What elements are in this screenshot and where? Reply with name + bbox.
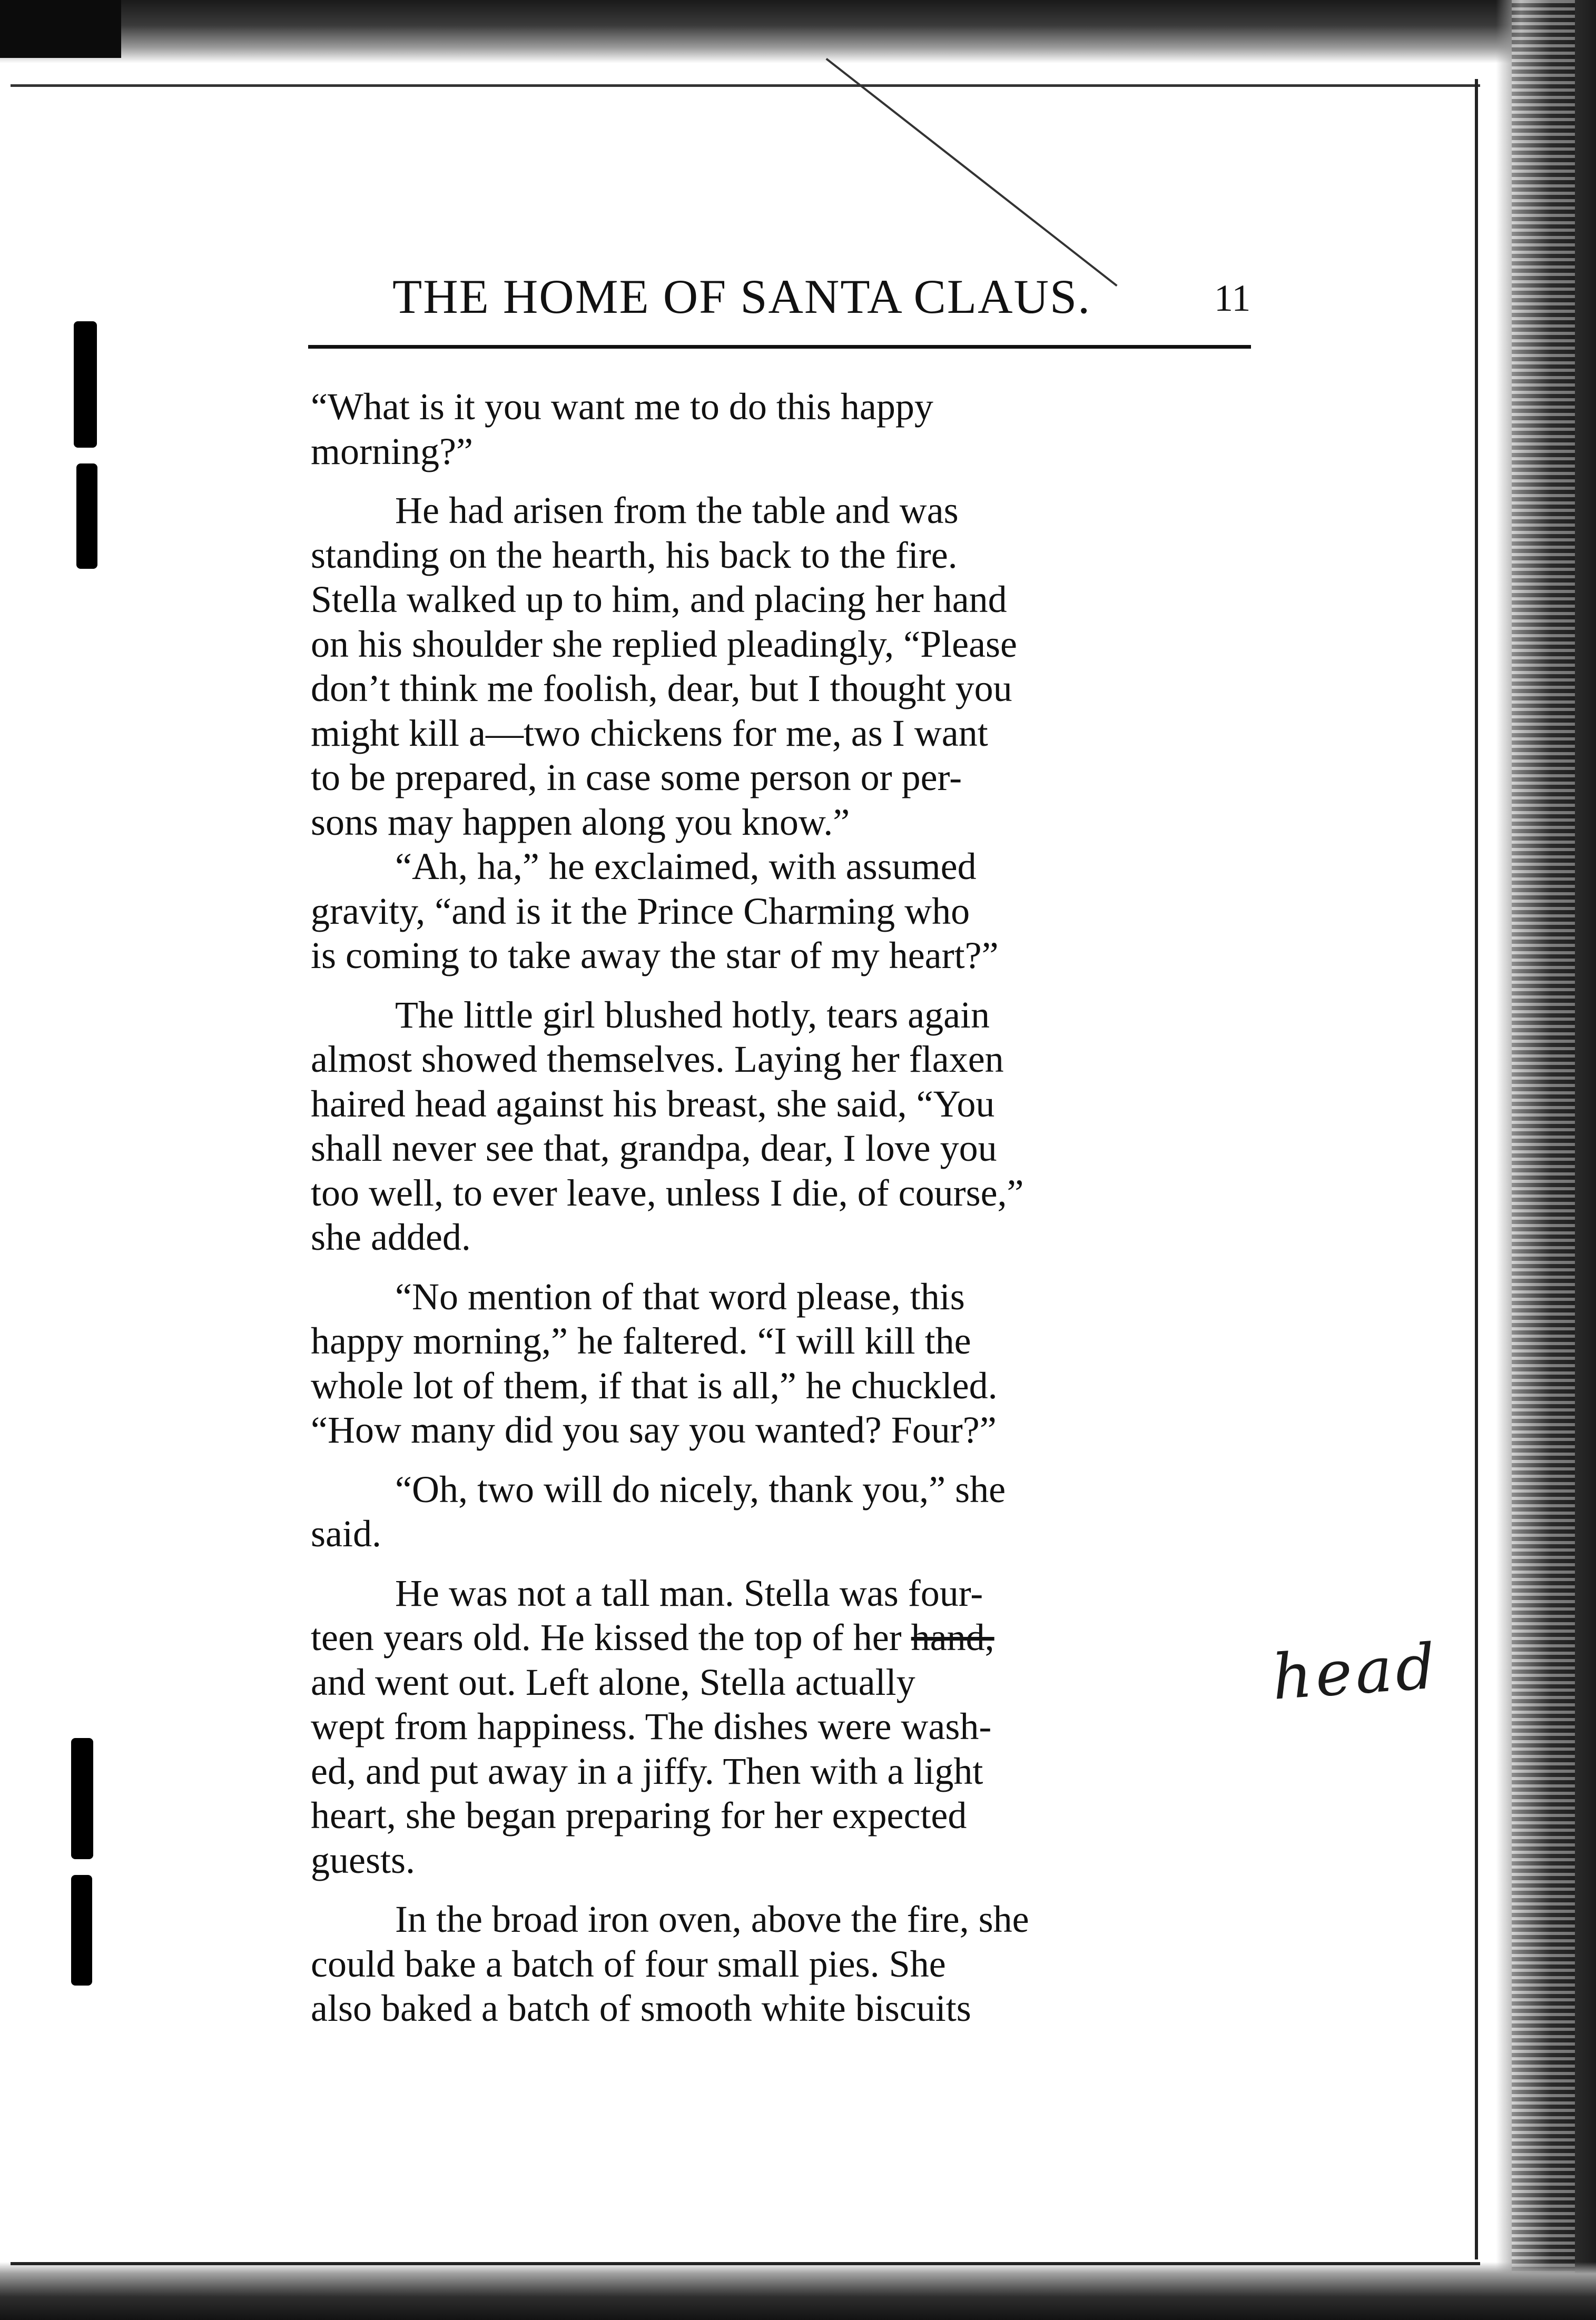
paragraph-gap [311,978,1264,993]
page-border-right [1475,79,1478,2259]
paragraph: He had arisen from the table and was standing on the hearth, his back to the fire. Stella walked up to him, and placing her hand on his shoulder she replied pleadingly, “Please don’t think me foolish, dear, but I thought you might kill a—two chickens for me, as I want to be prepared, in case some person or per- sons may happen along you know.” [311,489,1017,843]
paragraph-text: and went out. Left alone, Stella actually wept from happiness. The dishes were wash- ed, and put away in a jiffy. Then with a light heart, she began preparing for her expected guests. [311,1661,992,1881]
paragraph: The little girl blushed hotly, tears again almost showed themselves. Laying her flaxen haired head against his breast, she said, “You shall never see that, grandpa, dear, I love you too well, to ever leave, unless I die, of course,” she added. [311,993,1024,1258]
paragraph-gap [311,1882,1264,1897]
page-border-top [11,84,1480,87]
scan-edge-top [0,0,1596,63]
paragraph-text: He was not a tall man. Stella was four- teen years old. He kissed the top of her [311,1572,983,1658]
paragraph: In the broad iron oven, above the fire, she could bake a batch of four small pies. She also baked a batch of smooth white biscuits [311,1898,1029,2029]
paragraph: “Ah, ha,” he exclaimed, with assumed gravity, “and is it the Prince Charming who is coming to take away the star of my heart?” [311,845,999,976]
margin-mark [71,1875,92,1986]
scan-stray-line [826,58,1118,287]
paragraph-gap [311,1260,1264,1275]
margin-mark [76,463,97,569]
page-number: 11 [1214,277,1251,319]
running-title: THE HOME OF SANTA CLAUS. [392,270,1091,323]
paragraph-gap [311,473,1264,488]
scan-edge-bottom [0,2262,1596,2320]
scan-edge-right-noise [1512,0,1575,2320]
page-border-bottom [11,2262,1480,2265]
paragraph-gap [311,1453,1264,1467]
paragraph: “No mention of that word please, this happy morning,” he faltered. “I will kill the whole lot of them, if that is all,” he chuckled. “How many did you say you wanted? Four?” [311,1275,998,1451]
struck-word: hand, [911,1616,994,1658]
paragraph: “What is it you want me to do this happy morning?” [311,386,933,472]
body-text [311,384,1264,2031]
margin-mark [74,321,97,448]
paragraph: “Oh, two will do nicely, thank you,” she said. [311,1468,1006,1555]
handwritten-correction: head [1269,1630,1441,1714]
header-rule [308,345,1251,349]
paragraph [311,1571,1264,1883]
paragraph-gap [311,1556,1264,1571]
scan-corner-top-left [0,0,121,58]
margin-mark [71,1738,93,1859]
